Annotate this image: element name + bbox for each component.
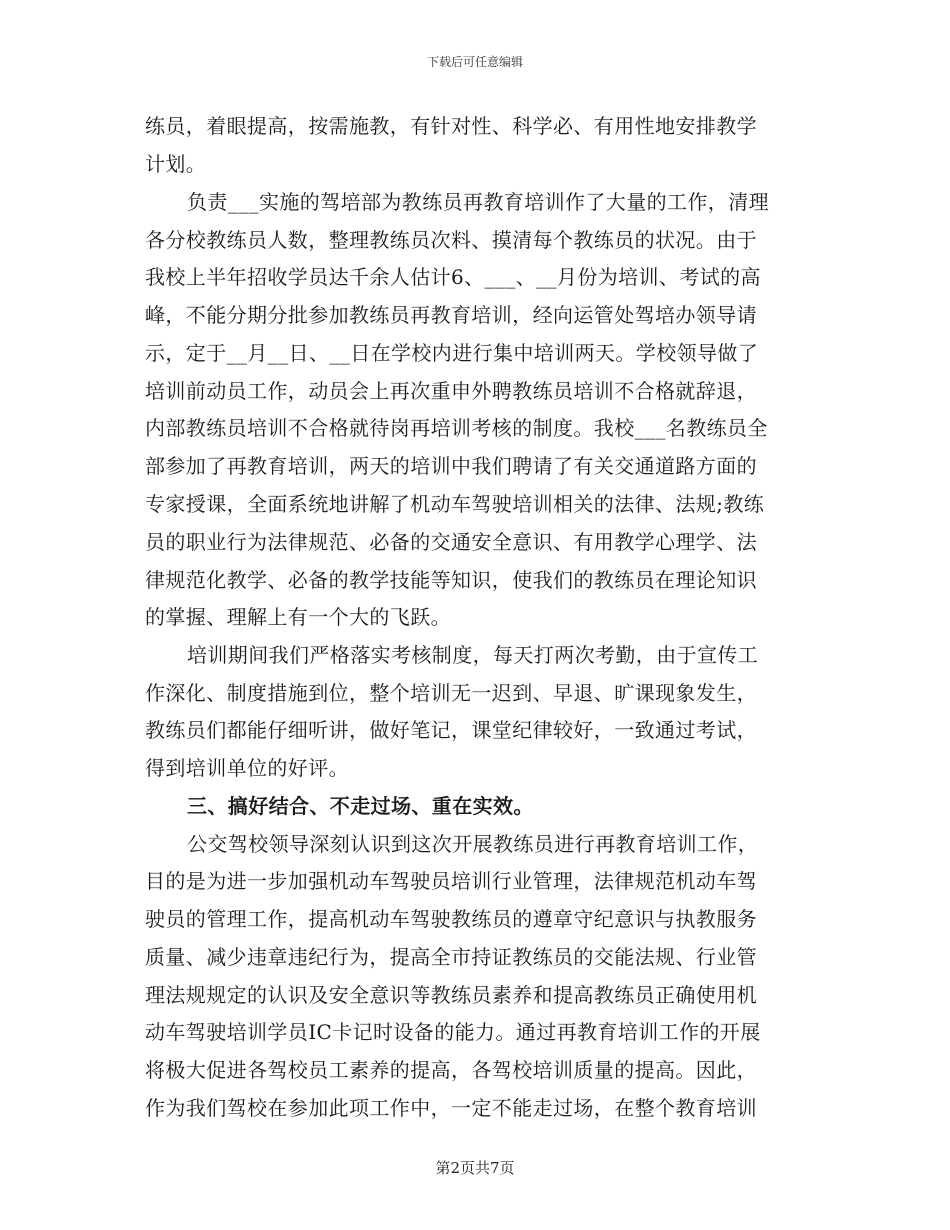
body-line: 的掌握、理解上有一个大的飞跃。 bbox=[145, 605, 451, 629]
body-line: 示，定于__月__日、__日在学校内进行集中培训两天。学校领导做了 bbox=[145, 341, 759, 365]
body-line: 驶员的管理工作，提高机动车驾驶教练员的遵章守纪意识与执教服务 bbox=[145, 907, 757, 931]
body-line: 理法规规定的认识及安全意识等教练员素养和提高教练员正确使用机 bbox=[145, 983, 757, 1007]
body-line: 质量、减少违章违纪行为，提高全市持证教练员的交能法规、行业管 bbox=[145, 945, 757, 969]
body-line: 将极大促进各驾校员工素养的提高，各驾校培训质量的提高。因此， bbox=[145, 1058, 757, 1082]
body-line: 各分校教练员人数，整理教练员次料、摸清每个教练员的状况。由于 bbox=[145, 228, 757, 252]
body-line: 作为我们驾校在参加此项工作中，一定不能走过场，在整个教育培训 bbox=[145, 1096, 757, 1120]
body-line: 峰，不能分期分批参加教练员再教育培训，经向运管处驾培办领导请 bbox=[145, 303, 757, 327]
body-line: 教练员们都能仔细听讲，做好笔记，课堂纪律较好，一致通过考试， bbox=[145, 718, 757, 742]
body-line: 目的是为进一步加强机动车驾驶员培训行业管理，法律规范机动车驾 bbox=[145, 869, 757, 893]
body-line: 专家授课，全面系统地讲解了机动车驾驶培训相关的法律、法规;教练 bbox=[145, 492, 765, 516]
body-line: 部参加了再教育培训，两天的培训中我们聘请了有关交通道路方面的 bbox=[145, 454, 757, 478]
body-line: 律规范化教学、必备的教学技能等知识，使我们的教练员在理论知识 bbox=[145, 568, 757, 592]
body-line: 得到培训单位的好评。 bbox=[145, 756, 349, 780]
body-line: 动车驾驶培训学员IC卡记时设备的能力。通过再教育培训工作的开展 bbox=[145, 1020, 761, 1044]
section-heading: 三、搞好结合、不走过场、重在实效。 bbox=[187, 794, 534, 818]
body-line: 培训期间我们严格落实考核制度，每天打两次考勤，由于宣传工 bbox=[187, 643, 759, 667]
body-line: 我校上半年招收学员达千余人估计6、___、__月份为培训、考试的高 bbox=[145, 265, 761, 289]
body-line: 计划。 bbox=[145, 152, 207, 176]
body-line: 培训前动员工作，动员会上再次重申外聘教练员培训不合格就辞退， bbox=[145, 379, 757, 403]
page-header: 下载后可任意编辑 bbox=[426, 55, 523, 69]
body-line: 员的职业行为法律规范、必备的交通安全意识、有用教学心理学、法 bbox=[145, 530, 757, 554]
body-line: 内部教练员培训不合格就待岗再培训考核的制度。我校___名教练员全 bbox=[145, 416, 768, 440]
body-line: 练员，着眼提高，按需施教，有针对性、科学必、有用性地安排教学 bbox=[145, 114, 757, 138]
body-line: 作深化、制度措施到位，整个培训无一迟到、早退、旷课现象发生， bbox=[145, 681, 757, 705]
page-number: 第2页共7页 bbox=[435, 1159, 515, 1177]
body-line: 负责___实施的驾培部为教练员再教育培训作了大量的工作，清理 bbox=[187, 190, 769, 214]
body-line: 公交驾校领导深刻认识到这次开展教练员进行再教育培训工作， bbox=[187, 832, 759, 856]
